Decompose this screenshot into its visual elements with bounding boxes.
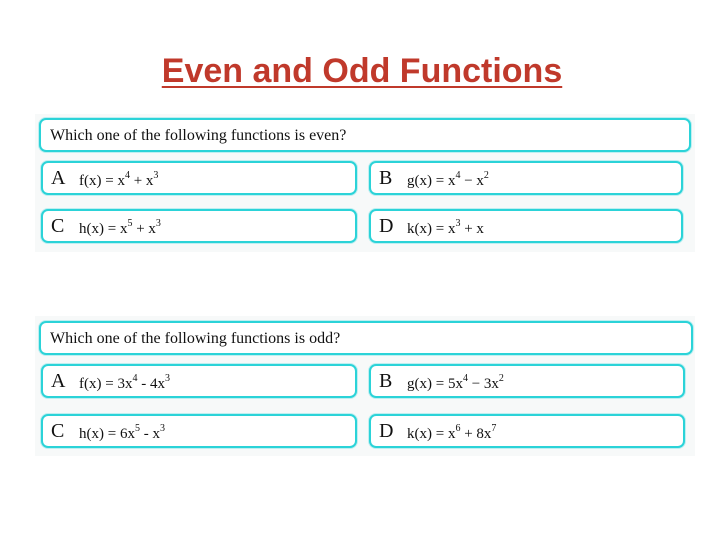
answer-option-b[interactable] [369, 161, 683, 195]
option-letter: B [379, 167, 393, 189]
question-panel-odd [35, 316, 695, 456]
answer-option-d[interactable] [369, 209, 683, 243]
option-letter: A [51, 167, 66, 189]
answer-option-b[interactable] [369, 364, 685, 398]
question-prompt: Which one of the following functions is odd? [39, 321, 693, 355]
option-letter: B [379, 370, 393, 392]
question-prompt: Which one of the following functions is even? [39, 118, 691, 152]
option-expression: $k(x) = x^3 + x$ [407, 218, 484, 237]
option-expression: $g(x) = 5x^4 - 3x^2$ [407, 373, 504, 392]
option-expression: $g(x) = x^4 - x^2$ [407, 170, 489, 189]
option-expression: $k(x) = x^6 + 8x^7$ [407, 423, 497, 442]
question-panel-even [35, 114, 695, 252]
option-expression: $f(x) = x^4 + x^3$ [79, 170, 159, 189]
answer-option-a[interactable] [41, 364, 357, 398]
answer-option-d[interactable] [369, 414, 685, 448]
option-letter: D [379, 215, 394, 237]
answer-option-a[interactable] [41, 161, 357, 195]
option-expression: $h(x) = 6x^5 - x^3$ [79, 423, 165, 442]
answer-option-c[interactable] [41, 209, 357, 243]
answer-option-c[interactable] [41, 414, 357, 448]
page-title: Even and Odd Functions [161, 52, 563, 90]
option-expression: $h(x) = x^5 + x^3$ [79, 218, 161, 237]
option-letter: D [379, 420, 394, 442]
option-letter: C [51, 215, 65, 237]
option-letter: C [51, 420, 65, 442]
option-expression: $f(x) = 3x^4 - 4x^3$ [79, 373, 170, 392]
option-letter: A [51, 370, 66, 392]
